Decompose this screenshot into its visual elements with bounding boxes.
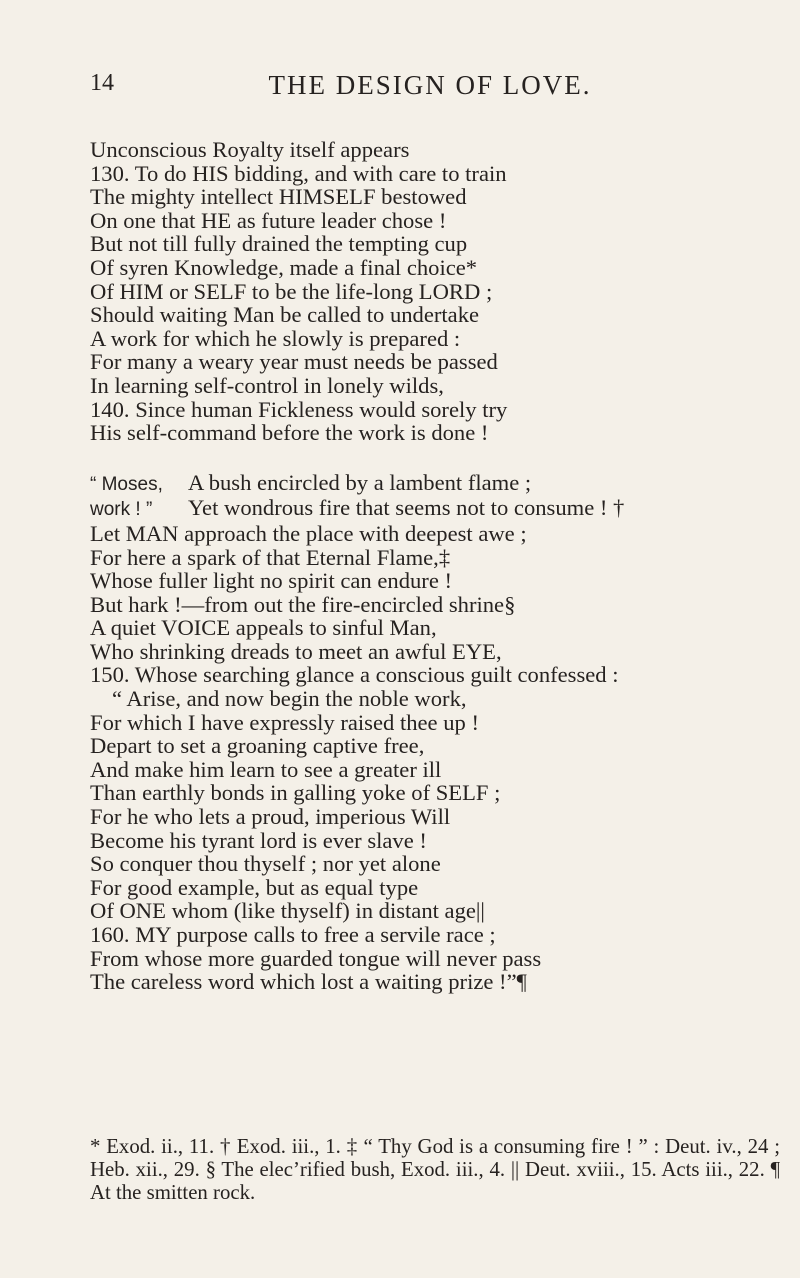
poem-line: For good example, but as equal type	[90, 874, 419, 900]
poem-line: His self-command before the work is done !	[90, 420, 489, 446]
poem-line: But hark !—from out the fire-encircled shrine§	[90, 591, 516, 617]
poem-line: For many a weary year must needs be passed	[90, 349, 498, 375]
poem-line: 160. MY purpose calls to free a servile race ;	[90, 922, 496, 947]
page-header	[90, 70, 770, 110]
poem-line: 140. Since human Fickleness would sorely try	[90, 396, 508, 422]
poem-line	[90, 471, 780, 497]
poem-line: So conquer thou thyself ; nor yet alone	[90, 851, 441, 877]
side-label: work ! ”	[90, 499, 153, 521]
poem-line: Should waiting Man be called to undertake	[90, 302, 480, 328]
footnotes: * Exod. ii., 11. † Exod. iii., 1. ‡ “ Thy God is a consuming fire ! ” : Deut. iv., 24 ; Heb. xii., 29. § The elec’rified bush, Exod. iii., 4. || Deut. xviii., 15. Acts iii., 22. ¶ At the smitten rock.	[90, 1135, 780, 1204]
poem-line: Depart to set a groaning captive free,	[90, 733, 425, 759]
poem-line: On one that HE as future leader chose !	[90, 207, 447, 233]
poem-body	[90, 138, 780, 994]
poem-line: For which I have expressly raised thee up !	[90, 709, 479, 735]
poem-line-text: A bush encircled by a lambent flame ;	[188, 469, 532, 495]
poem-line: For he who lets a proud, imperious Will	[90, 804, 451, 830]
poem-line-text: Yet wondrous fire that seems not to consume ! †	[188, 495, 625, 521]
stanza-gap	[90, 445, 780, 471]
poem-line: A work for which he slowly is prepared :	[90, 325, 461, 351]
poem-line: A quiet VOICE appeals to sinful Man,	[90, 615, 437, 641]
poem-line: For here a spark of that Eternal Flame,‡	[90, 544, 451, 570]
poem-line: Unconscious Royalty itself appears	[90, 137, 410, 162]
poem-line: In learning self-control in lonely wilds,	[90, 372, 444, 398]
poem-line: From whose more guarded tongue will never pass	[90, 945, 542, 971]
poem-line: But not till fully drained the tempting cup	[90, 231, 468, 257]
poem-line: Whose fuller light no spirit can endure !	[90, 568, 453, 594]
poem-line: Than earthly bonds in galling yoke of SELF ;	[90, 780, 501, 806]
poem-line: 150. Whose searching glance a conscious guilt confessed :	[90, 662, 619, 688]
running-title: THE DESIGN OF LOVE.	[268, 70, 592, 100]
poem-line	[90, 496, 780, 522]
poem-line: The careless word which lost a waiting prize !”¶	[90, 969, 527, 995]
poem-line: Become his tyrant lord is ever slave !	[90, 827, 427, 853]
poem-line: “ Arise, and now begin the noble work,	[112, 686, 467, 712]
poem-line: The mighty intellect HIMSELF bestowed	[90, 184, 467, 210]
side-label: “ Moses,	[90, 473, 163, 495]
poem-line: Who shrinking dreads to meet an awful EYE,	[90, 638, 502, 664]
page-number: 14	[90, 70, 114, 96]
poem-line: And make him learn to see a greater ill	[90, 756, 442, 782]
poem-line: Let MAN approach the place with deepest awe ;	[90, 520, 527, 546]
poem-line: Of HIM or SELF to be the life-long LORD ;	[90, 278, 493, 304]
poem-line: Of ONE whom (like thyself) in distant age||	[90, 898, 485, 924]
poem-line: 130. To do HIS bidding, and with care to train	[90, 160, 507, 186]
poem-line: Of syren Knowledge, made a final choice*	[90, 254, 478, 280]
